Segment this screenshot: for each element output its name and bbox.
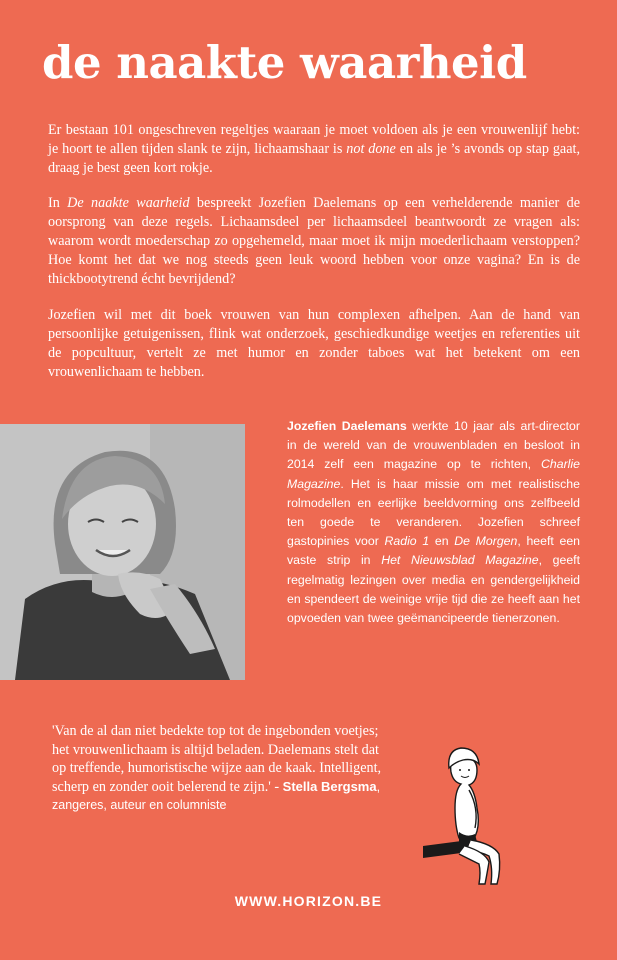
intro-paragraph: Er bestaan 101 ongeschreven regeltjes waaraan je moet voldoen als je een vrouwenlijf hebt: je hoort te allen tijden slank te zijn, lichaamshaar is not done en als je ’s avonds op stap gaat, draag je best geen kort rokje. bbox=[48, 122, 580, 176]
summary-paragraph: In De naakte waarheid bespreekt Jozefien Daelemans op een verhelderende manier de oorsprong van deze regels. Lichaamsdeel per lichaamsdeel beantwoordt ze vragen als: waarom wordt moederschap zo opgehemeld, maar moet ik mijn moederlichaam verstoppen? Hoe komt het dat we nog steeds geen leuk woord hebben voor onze vagina? En is de thickbootytrend écht bevrijdend? bbox=[48, 195, 581, 287]
review-quote: 'Van de al dan niet bedekte top tot de ingebonden voetjes; het vrouwenlichaam is altijd beladen. Daelemans stelt dat op treffende, humoristische wijze aan de kaak. Intelligent, scherp en zonder ooit belerend te zijn.' - Stella Bergsma, zangeres, auteur en columniste bbox=[52, 723, 382, 813]
author-name: Jozefien Daelemans bbox=[287, 419, 407, 433]
author-bio: Jozefien Daelemans werkte 10 jaar als art-director in de wereld van de vrouwenbladen en besloot in 2014 zelf een magazine op te richten, Charlie Magazine. Het is haar missie om met realistische rolmodellen en eerlijke beeldvorming ons zelfbeeld ten goede te veranderen. Jozefien schreef gastopinies voor Radio 1 en De Morgen, heeft een vaste strip in Het Nieuwsblad Magazine, geeft regelmatig lezingen over media en gendergelijkheid en spendeert de weinige vrije tijd die ze heeft aan het opvoeden van twee geëmancipeerde tienerzonen. bbox=[287, 419, 580, 626]
book-title: de naakte waarheid bbox=[42, 36, 527, 89]
publisher-website[interactable]: WWW.HORIZON.BE bbox=[234, 893, 383, 909]
mission-paragraph: Jozefien wil met dit boek vrouwen van hun complexen afhelpen. Aan de hand van persoonlijke getuigenissen, flink wat onderzoek, geschiedkundige weetjes en referenties uit de popcultuur, vertelt ze met humor en zonder taboes wat het betekent om een vrouwenlichaam te hebben. bbox=[48, 307, 580, 380]
author-photo bbox=[0, 424, 245, 680]
seated-woman-illustration bbox=[415, 728, 525, 892]
quote-author: Stella Bergsma bbox=[282, 778, 377, 794]
